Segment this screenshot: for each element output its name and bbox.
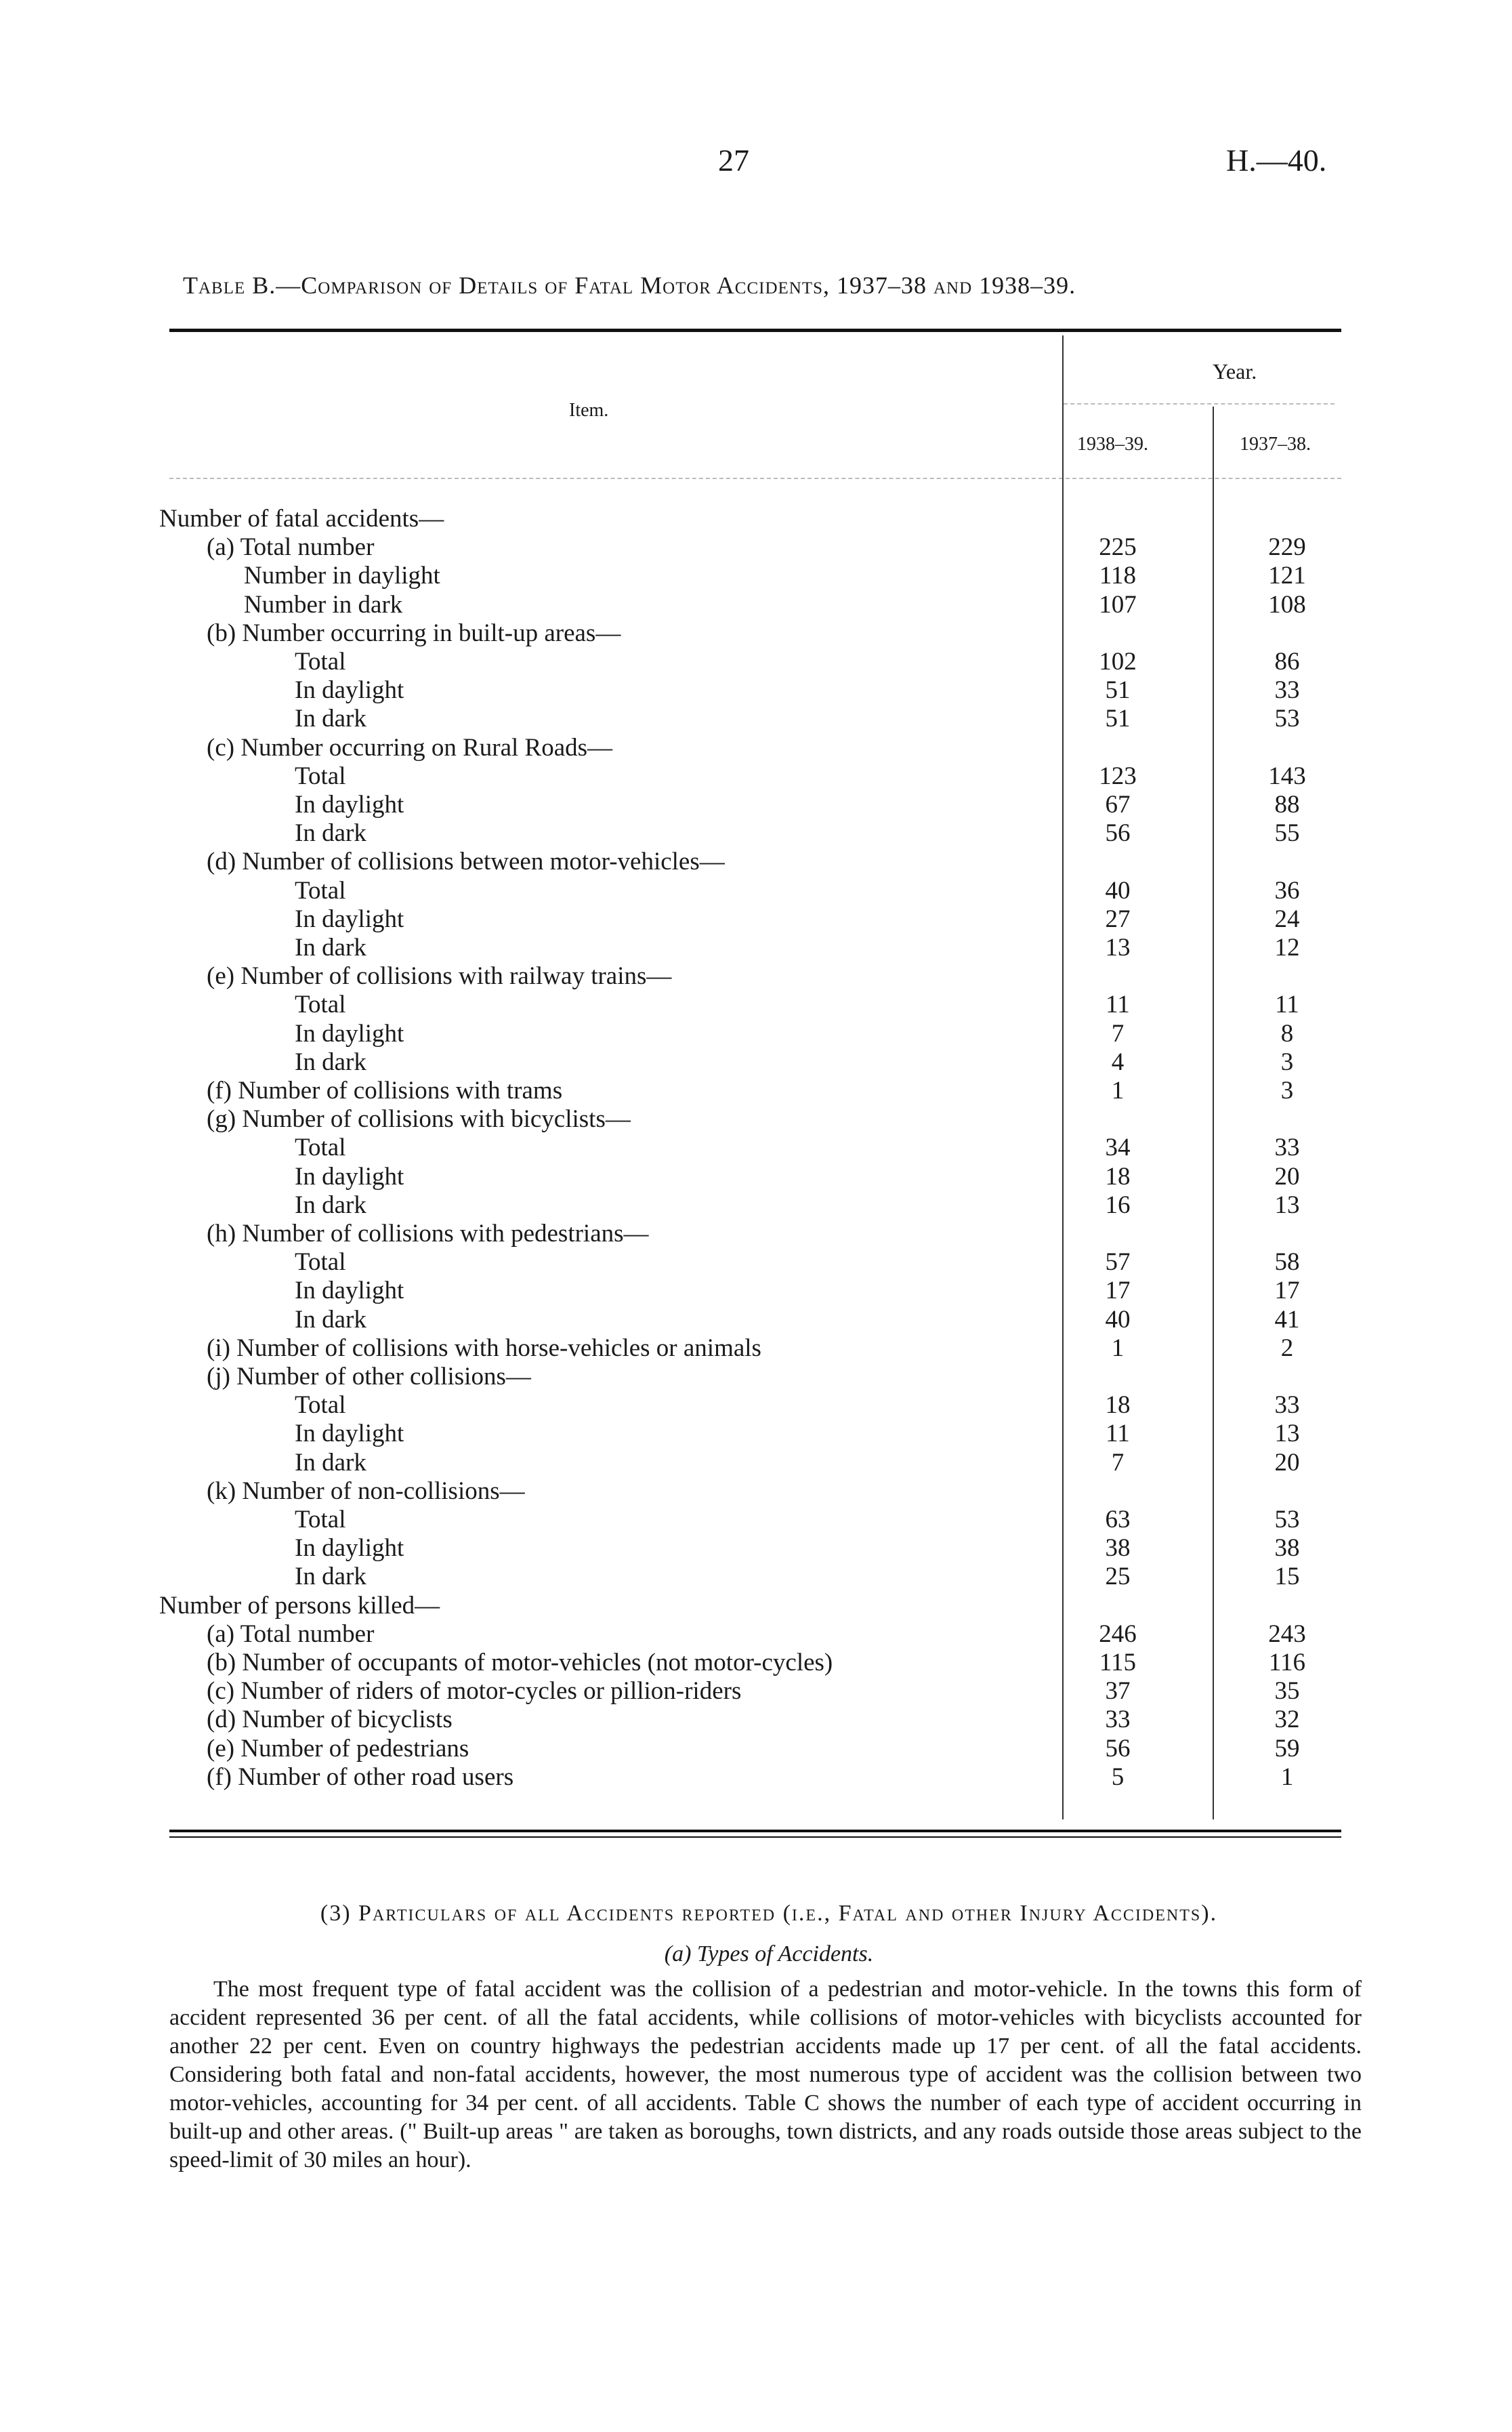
value-1938-39: 18 [1105,1391,1131,1420]
value-1938-39: 4 [1111,1048,1125,1076]
row-label: In dark [295,1191,366,1219]
row-label: (b) Number occurring in built-up areas— [207,619,621,647]
row-label: In daylight [295,1534,404,1563]
value-1937-38: 38 [1274,1534,1300,1563]
row-label: (j) Number of other collisions— [207,1363,531,1390]
row-label: Total [295,1134,346,1162]
table-row [0,1306,1512,1334]
table-row [0,962,1512,991]
table-bottom-rule-thin [169,1836,1341,1838]
value-1938-39: 107 [1099,590,1137,619]
row-label: In daylight [295,1162,404,1191]
value-1938-39: 11 [1106,1420,1130,1448]
value-1938-39: 67 [1105,791,1131,819]
value-1938-39: 18 [1105,1162,1131,1191]
table-row [0,791,1512,819]
value-1937-38: 15 [1274,1563,1300,1591]
value-1938-39: 11 [1106,991,1130,1019]
value-1937-38: 13 [1274,1420,1300,1448]
table-row [0,1048,1512,1077]
value-1938-39: 246 [1099,1620,1137,1648]
row-label: Total [295,648,346,676]
table-row [0,734,1512,762]
row-label: (i) Number of collisions with horse-vehicles or animals [207,1334,761,1362]
value-1937-38: 33 [1274,1391,1300,1420]
value-1937-38: 3 [1280,1077,1294,1105]
value-1937-38: 3 [1280,1048,1294,1076]
row-label: (e) Number of pedestrians [207,1734,469,1763]
value-1938-39: 56 [1105,819,1131,848]
value-1937-38: 33 [1274,676,1300,705]
table-row [0,505,1512,533]
value-1938-39: 34 [1105,1134,1131,1162]
value-1937-38: 41 [1274,1305,1300,1334]
value-1937-38: 20 [1274,1162,1300,1191]
row-label: (d) Number of collisions between motor-vehicles— [207,848,725,876]
row-label: In dark [295,1448,366,1477]
value-1937-38: 88 [1274,791,1300,819]
row-label: In dark [295,1048,366,1076]
value-1937-38: 1 [1280,1763,1294,1791]
table-row [0,991,1512,1019]
table-row [0,1563,1512,1591]
value-1937-38: 143 [1268,762,1306,790]
value-1938-39: 123 [1099,762,1137,790]
value-1937-38: 8 [1280,1019,1294,1048]
value-1937-38: 35 [1274,1677,1300,1706]
column-header-1938-39: 1938–39. [1077,434,1148,455]
value-1937-38: 116 [1268,1649,1306,1676]
row-label: Total [295,991,346,1019]
table-row [0,1534,1512,1563]
column-header-1937-38: 1937–38. [1240,434,1311,455]
table-row [0,1220,1512,1248]
row-label: In dark [295,1563,366,1591]
row-label: In dark [295,819,366,848]
row-label: (c) Number occurring on Rural Roads— [207,733,613,762]
value-1937-38: 32 [1274,1706,1300,1734]
table-row [0,762,1512,791]
table-row [0,1649,1512,1677]
row-label: Total [295,876,346,905]
table-row [0,1735,1512,1763]
value-1938-39: 51 [1105,676,1131,705]
value-1937-38: 229 [1268,533,1306,562]
section-heading: (3) Particulars of all Accidents reported (i.e., Fatal and other Injury Accidents). [320,1901,1218,1926]
table-row [0,1620,1512,1649]
value-1938-39: 51 [1105,705,1131,733]
year-divider [1064,403,1335,405]
table-row [0,619,1512,648]
row-label: In dark [295,934,366,962]
row-label: (d) Number of bicyclists [207,1706,453,1734]
table-row [0,1277,1512,1305]
value-1937-38: 24 [1274,905,1300,933]
table-row [0,1592,1512,1620]
value-1938-39: 102 [1099,648,1137,676]
table-row [0,1134,1512,1162]
value-1937-38: 121 [1268,562,1306,590]
table-row [0,848,1512,876]
value-1937-38: 53 [1274,1506,1300,1533]
table-row [0,1334,1512,1363]
row-label: In dark [295,705,366,733]
value-1937-38: 36 [1274,876,1300,905]
row-label: Total [295,1391,346,1420]
value-1937-38: 86 [1274,648,1300,676]
value-1938-39: 40 [1105,876,1131,905]
value-1937-38: 53 [1274,705,1300,733]
row-label: (k) Number of non-collisions— [207,1477,525,1505]
row-label: Number of persons killed— [159,1591,440,1620]
row-label: Number in dark [244,590,403,619]
row-label: In daylight [295,791,404,819]
row-label: (f) Number of collisions with trams [207,1077,563,1105]
table-row [0,877,1512,905]
table-row [0,1191,1512,1220]
row-label: Total [295,1248,346,1277]
row-label: (a) Total number [207,533,375,562]
value-1938-39: 27 [1105,905,1131,933]
table-row [0,1163,1512,1191]
table-row [0,1105,1512,1134]
row-label: Total [295,1506,346,1533]
row-label: Number in daylight [244,562,440,590]
value-1938-39: 225 [1099,533,1137,562]
row-label: In daylight [295,1019,404,1048]
value-1938-39: 1 [1111,1334,1125,1362]
table-row [0,1363,1512,1391]
column-header-year: Year. [1213,359,1257,384]
row-label: (c) Number of riders of motor-cycles or pillion-riders [207,1677,742,1706]
table-row [0,591,1512,619]
value-1938-39: 25 [1105,1563,1131,1591]
row-label: In daylight [295,905,404,933]
value-1938-39: 33 [1105,1706,1131,1734]
table-row [0,1420,1512,1448]
value-1937-38: 17 [1274,1277,1300,1305]
table-row [0,819,1512,848]
row-label: (h) Number of collisions with pedestrians— [207,1220,649,1248]
value-1937-38: 20 [1274,1448,1300,1477]
table-row [0,1449,1512,1477]
row-label: In dark [295,1305,366,1334]
row-label: (g) Number of collisions with bicyclists— [207,1105,631,1134]
value-1937-38: 55 [1274,819,1300,848]
value-1937-38: 11 [1275,991,1299,1019]
section-subheading: (a) Types of Accidents. [664,1941,874,1966]
value-1937-38: 12 [1274,934,1300,962]
table-row [0,1020,1512,1048]
table-row [0,648,1512,676]
row-label: Number of fatal accidents— [159,505,444,533]
table-row [0,1706,1512,1734]
value-1938-39: 7 [1111,1019,1125,1048]
value-1938-39: 13 [1105,934,1131,962]
value-1938-39: 5 [1111,1763,1125,1791]
table-row [0,1248,1512,1277]
row-label: (b) Number of occupants of motor-vehicles (not motor-cycles) [207,1649,833,1676]
value-1937-38: 2 [1280,1334,1294,1362]
header-rule [169,478,1341,479]
table-row [0,1077,1512,1105]
section-paragraph: The most frequent type of fatal accident was the collision of a pedestrian and motor-vehicle. In the towns this form of accident represented 36 per cent. of all the fatal accidents, while collisions of motor-vehicles with bicyclists accounted for another 22 per cent. Even on country highways the pedestrian accidents made up 17 per cent. of all the fatal accidents. Considering both fatal and non-fatal accidents, however, the most numerous type of accident was the collision between two motor-vehicles, accounting for 34 per cent. of all accidents. Table C shows the number of each type of accident occurring in built-up and other areas. (" Built-up areas " are taken as boroughs, town districts, and any roads outside those areas subject to the speed-limit of 30 miles an hour). [169,1977,1362,2172]
table-row [0,1391,1512,1420]
page-number: 27 [718,143,749,178]
table-row [0,676,1512,705]
value-1937-38: 58 [1274,1248,1300,1277]
value-1937-38: 33 [1274,1134,1300,1162]
value-1938-39: 57 [1105,1248,1131,1277]
value-1938-39: 115 [1099,1649,1137,1676]
value-1937-38: 59 [1274,1734,1300,1763]
value-1938-39: 38 [1105,1534,1131,1563]
column-header-item: Item. [569,400,609,421]
row-label: (e) Number of collisions with railway trains— [207,962,672,991]
value-1937-38: 108 [1268,590,1306,619]
row-label: Total [295,762,346,790]
table-title: Table B.—Comparison of Details of Fatal Motor Accidents, 1937–38 and 1938–39. [183,272,1076,299]
row-label: In daylight [295,1277,404,1305]
table-row [0,533,1512,562]
table-row [0,1763,1512,1792]
value-1938-39: 56 [1105,1734,1131,1763]
table-row [0,562,1512,590]
value-1938-39: 40 [1105,1305,1131,1334]
value-1938-39: 1 [1111,1077,1125,1105]
value-1937-38: 243 [1268,1620,1306,1648]
row-label: In daylight [295,1420,404,1448]
table-row [0,1506,1512,1534]
table-row [0,934,1512,962]
value-1938-39: 17 [1105,1277,1131,1305]
value-1938-39: 37 [1105,1677,1131,1706]
value-1938-39: 63 [1105,1506,1131,1533]
table-top-rule [169,329,1341,332]
table-row [0,705,1512,733]
row-label: In daylight [295,676,404,705]
value-1937-38: 13 [1274,1191,1300,1219]
table-row [0,1477,1512,1506]
value-1938-39: 16 [1105,1191,1131,1219]
row-label: (f) Number of other road users [207,1763,514,1791]
row-label: (a) Total number [207,1620,375,1648]
value-1938-39: 118 [1099,562,1137,590]
value-1938-39: 7 [1111,1448,1125,1477]
table-bottom-rule [169,1830,1341,1832]
page-code: H.—40. [1226,143,1327,178]
table-row [0,1677,1512,1706]
table-row [0,905,1512,934]
